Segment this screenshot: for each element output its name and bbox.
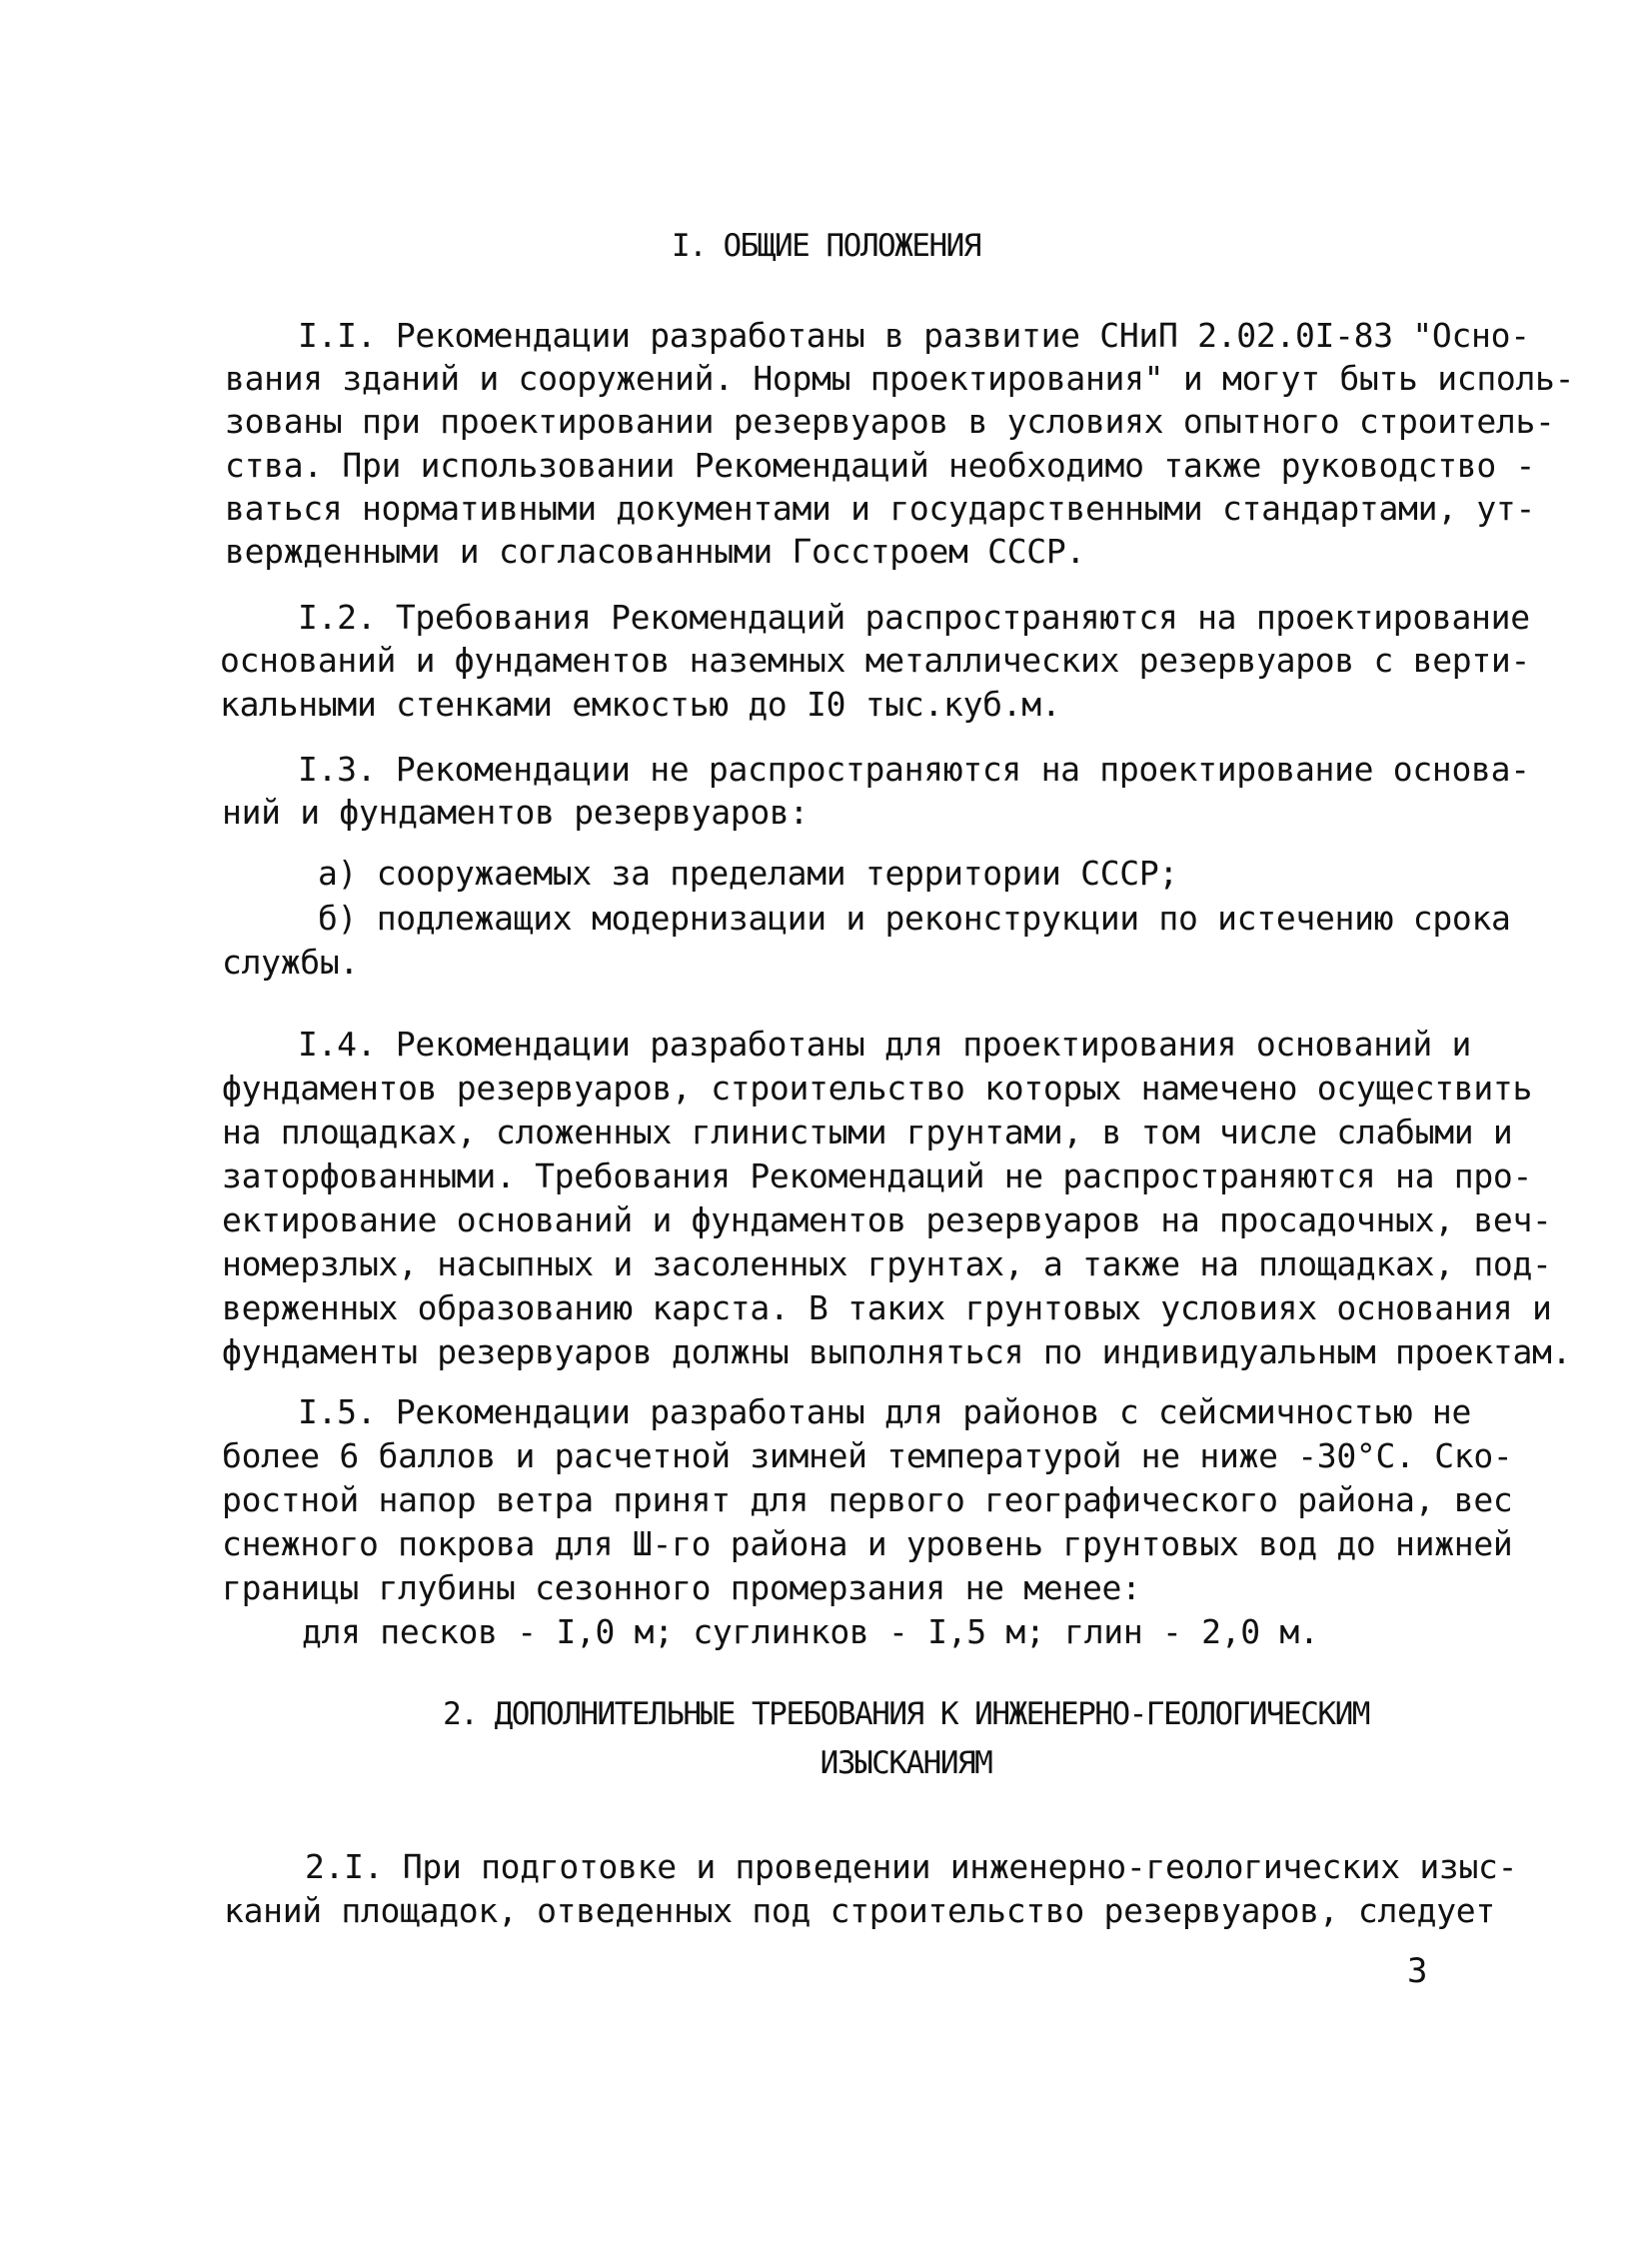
- paragraph-1-5-line: I.5. Рекомендации разработаны для районов с сейсмичностью не: [298, 1392, 1472, 1431]
- paragraph-1-5-line: границы глубины сезонного промерзания не менее:: [222, 1568, 1141, 1607]
- page-number: 3: [1407, 1951, 1428, 1991]
- paragraph-1-2-line: I.2. Требования Рекомендаций распространяются на проектирование: [298, 598, 1530, 637]
- paragraph-1-1-line: вержденными и согласованными Госстроем СССР.: [225, 532, 1085, 571]
- section-1-title: I. ОБЩИЕ ПОЛОЖЕНИЯ: [672, 228, 980, 264]
- paragraph-1-4-line: заторфованными. Требования Рекомендаций не распространяются на про-: [222, 1156, 1533, 1195]
- list-item-b: б) подлежащих модернизации и реконструкции по истечению срока: [318, 899, 1511, 938]
- section-2-title-line: 2. ДОПОЛНИТЕЛЬНЫЕ ТРЕБОВАНИЯ К ИНЖЕНЕРНО-ГЕОЛОГИЧЕСКИМ: [443, 1696, 1369, 1732]
- paragraph-1-4-line: на площадках, сложенных глинистыми грунтами, в том числе слабыми и: [222, 1113, 1513, 1151]
- paragraph-1-2-line: оснований и фундаментов наземных металлических резервуаров с верти-: [220, 641, 1531, 680]
- paragraph-1-1-line: ства. При использовании Рекомендаций необходимо также руководство -: [225, 446, 1536, 485]
- paragraph-1-4-line: номерзлых, насыпных и засоленных грунтах, а также на площадках, под-: [222, 1244, 1552, 1283]
- paragraph-1-2-line: кальными стенками емкостью до I0 тыс.куб.м.: [220, 685, 1061, 724]
- paragraph-1-5-line: более 6 баллов и расчетной зимней температурой не ниже -30°С. Ско-: [222, 1436, 1513, 1475]
- section-2-title-line: ИЗЫСКАНИЯМ: [820, 1745, 992, 1781]
- paragraph-1-4-line: фундаментов резервуаров, строительство которых намечено осуществить: [222, 1069, 1533, 1108]
- paragraph-1-4-line: фундаменты резервуаров должны выполняться по индивидуальным проектам.: [222, 1332, 1572, 1371]
- paragraph-1-5-line: ростной напор ветра принят для первого географического района, вес: [222, 1480, 1513, 1519]
- paragraph-2-1-line: каний площадок, отведенных под строительство резервуаров, следует: [224, 1891, 1495, 1930]
- paragraph-1-1-line: ваться нормативными документами и государственными стандартами, ут-: [225, 489, 1536, 528]
- paragraph-1-4-line: верженных образованию карста. В таких грунтовых условиях основания и: [222, 1288, 1552, 1327]
- paragraph-1-5-line: для песков - I,0 м; суглинков - I,5 м; глин - 2,0 м.: [302, 1612, 1319, 1651]
- paragraph-1-1-line: зованы при проектировании резервуаров в условиях опытного строитель-: [225, 402, 1555, 441]
- paragraph-1-3-line: I.3. Рекомендации не распространяются на проектирование основа-: [298, 750, 1530, 789]
- paragraph-1-3-line: ний и фундаментов резервуаров:: [222, 793, 810, 832]
- paragraph-1-1-line: вания зданий и сооружений. Нормы проектирования" и могут быть исполь-: [225, 359, 1575, 398]
- paragraph-2-1-line: 2.I. При подготовке и проведении инженерно-геологических изыс-: [305, 1847, 1518, 1886]
- list-item-a: а) сооружаемых за пределами территории СССР;: [318, 854, 1178, 893]
- paragraph-1-4-line: ектирование оснований и фундаментов резервуаров на просадочных, веч-: [222, 1200, 1552, 1239]
- paragraph-1-1-line: I.I. Рекомендации разработаны в развитие СНиП 2.02.0I-83 "Осно-: [298, 316, 1530, 355]
- list-item-b: службы.: [222, 943, 359, 982]
- paragraph-1-5-line: снежного покрова для Ш-го района и уровень грунтовых вод до нижней: [222, 1524, 1513, 1563]
- paragraph-1-4-line: I.4. Рекомендации разработаны для проектирования оснований и: [298, 1025, 1472, 1064]
